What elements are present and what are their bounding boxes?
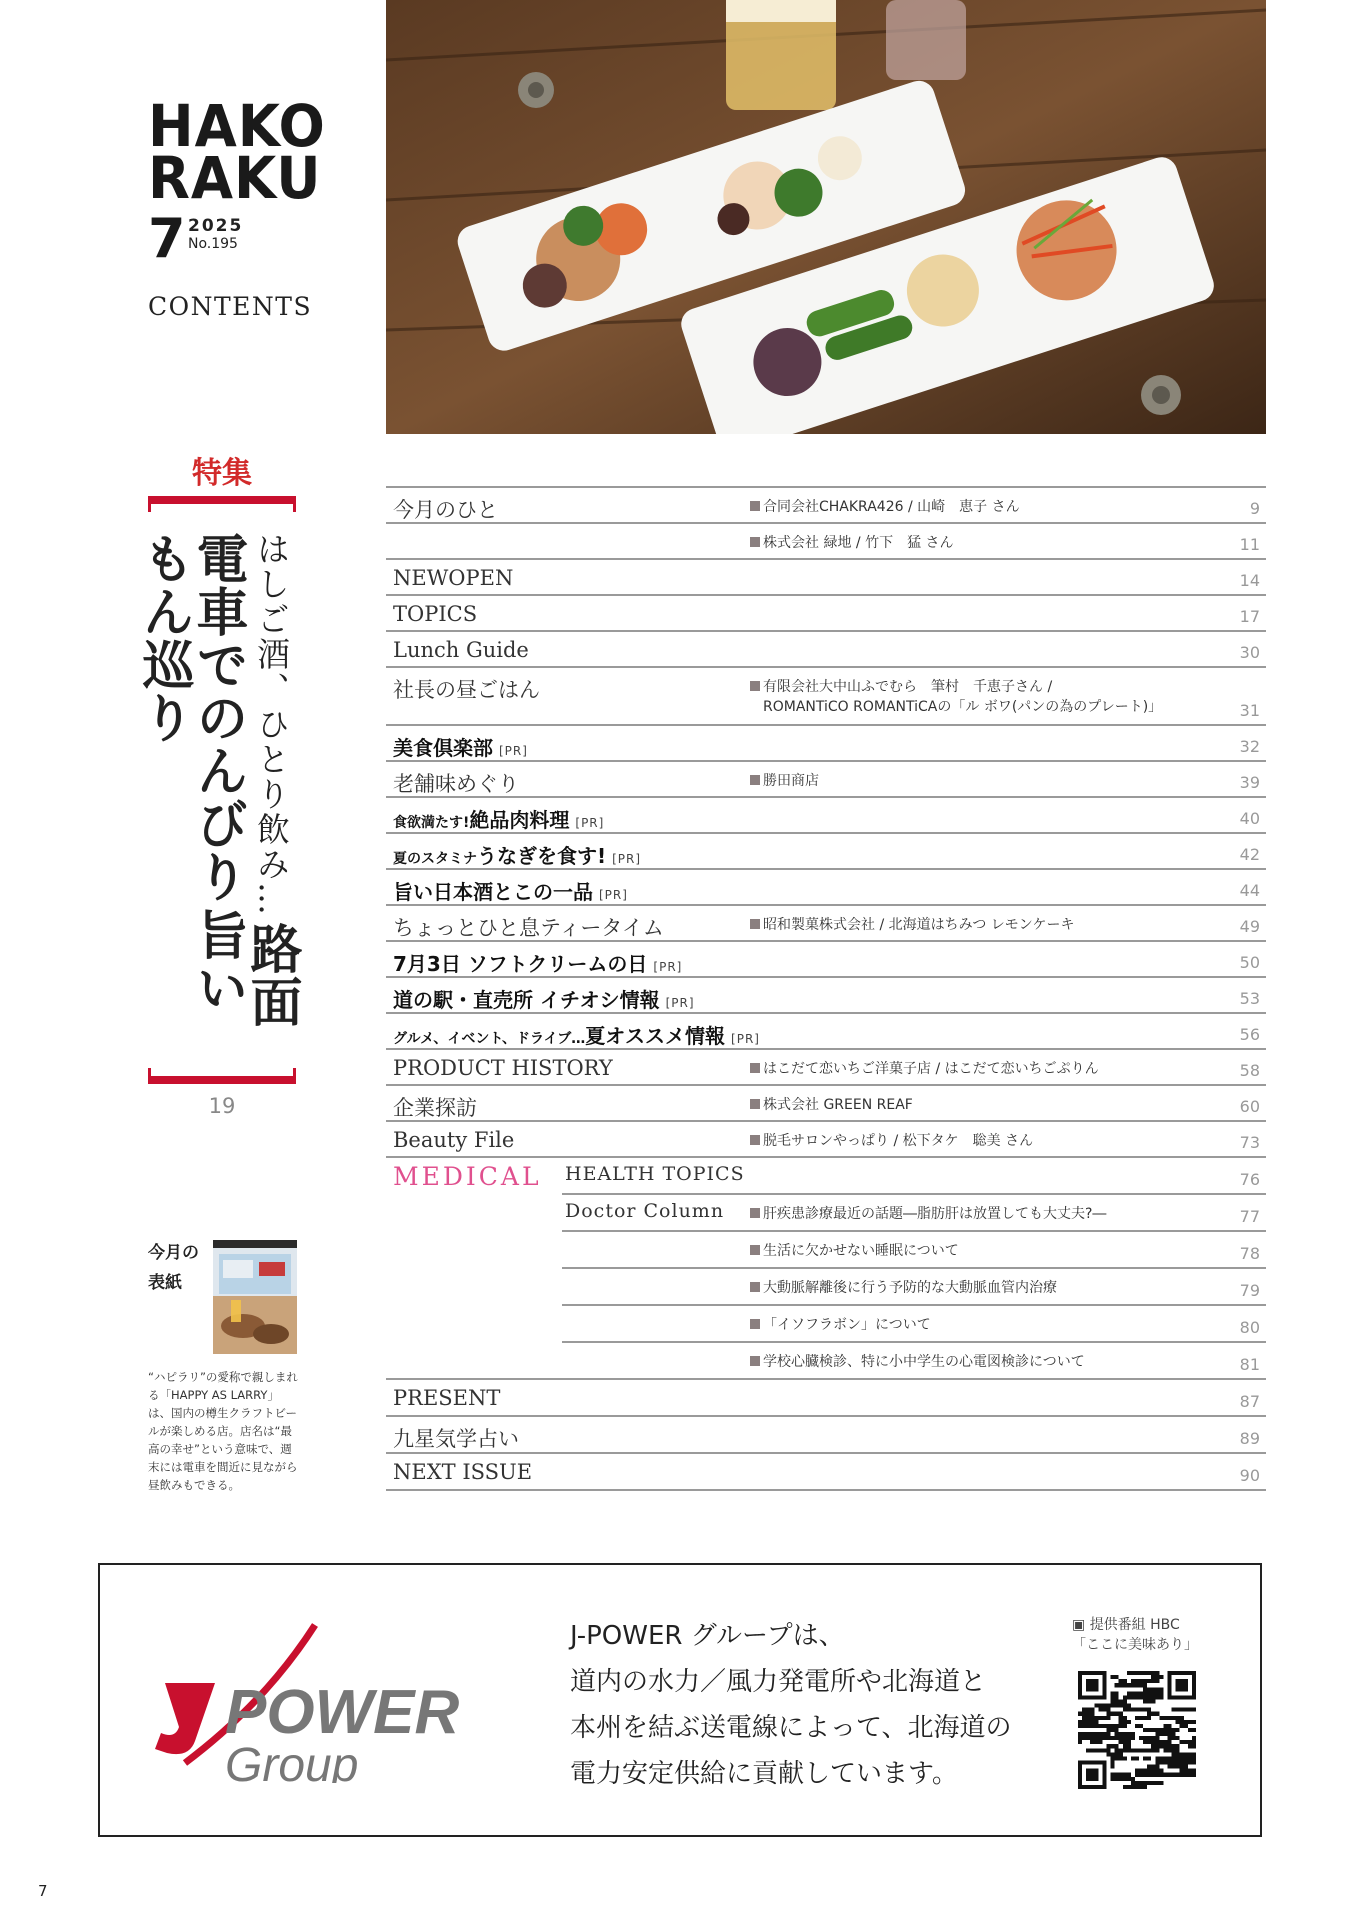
toc-row[interactable]	[386, 724, 1266, 760]
toc-title	[393, 984, 695, 1013]
toc-title	[393, 638, 529, 662]
bullet-square-icon	[750, 1319, 760, 1329]
medical-row[interactable]	[562, 1193, 1266, 1230]
pr-tag: [PR]	[575, 816, 605, 830]
toc-title-text: 企業探訪	[393, 1096, 477, 1120]
medical-row-description	[750, 1204, 1106, 1224]
logo-group-text: Group	[225, 1739, 359, 1783]
medical-page-number: 81	[1239, 1355, 1260, 1374]
toc-description	[750, 677, 1162, 717]
toc-page-number: 89	[1239, 1429, 1260, 1448]
medical-row-title: Doctor Column	[565, 1200, 725, 1222]
toc-row[interactable]	[386, 1415, 1266, 1452]
program-line-2: 「ここに美味あり」	[1072, 1637, 1198, 1653]
toc-page-number: 87	[1239, 1392, 1260, 1411]
medical-page-number: 79	[1239, 1281, 1260, 1300]
toc-description	[750, 1131, 1033, 1151]
toc-page-number: 42	[1239, 845, 1260, 864]
toc-page-number: 58	[1239, 1061, 1260, 1080]
toc-description-text: 株式会社 GREEN REAF	[763, 1097, 913, 1113]
bullet-square-icon	[750, 1135, 760, 1145]
toc-row[interactable]	[386, 868, 1266, 904]
medical-row[interactable]	[562, 1341, 1266, 1378]
toc-title-prefix: 夏のスタミナ	[393, 851, 477, 867]
toc-row[interactable]	[386, 558, 1266, 594]
toc-title-text: 旨い日本酒とこの一品	[393, 880, 593, 904]
medical-row-description	[750, 1352, 1085, 1372]
pr-tag: [PR]	[612, 852, 642, 866]
toc-page-number: 44	[1239, 881, 1260, 900]
toc-row[interactable]	[386, 796, 1266, 832]
toc-title	[393, 1092, 477, 1122]
contents-heading: CONTENTS	[148, 292, 313, 321]
toc-description	[750, 915, 1075, 935]
medical-row-description-text: 生活に欠かせない睡眠について	[763, 1243, 959, 1259]
logo-line-1: HAKO	[148, 92, 326, 160]
toc-row[interactable]	[386, 832, 1266, 868]
toc-title-text: 老舗味めぐり	[393, 772, 519, 796]
pr-tag: [PR]	[653, 960, 683, 974]
feature-top-bracket	[148, 496, 296, 504]
toc-title	[393, 948, 682, 977]
toc-description	[750, 1059, 1099, 1079]
medical-page-number: 76	[1239, 1170, 1260, 1189]
toc-page-number: 40	[1239, 809, 1260, 828]
pr-tag: [PR]	[665, 996, 695, 1010]
feature-label: 特集	[192, 456, 252, 491]
toc-title-text: 九星気学占い	[393, 1427, 519, 1451]
tv-icon: ▣	[1072, 1617, 1086, 1633]
hero-food-photo	[386, 0, 1266, 434]
toc-page-number: 30	[1239, 643, 1260, 662]
toc-description	[750, 533, 954, 553]
issue-year: 2025	[188, 216, 244, 236]
toc-title	[393, 566, 513, 590]
bullet-square-icon	[750, 919, 760, 929]
toc-title	[393, 768, 519, 798]
medical-row-description-text: 大動脈解離後に行う予防的な大動脈血管内治療	[763, 1280, 1057, 1296]
toc-title	[393, 876, 628, 905]
feature-page-number: 19	[208, 1094, 236, 1118]
feature-title[interactable]	[133, 532, 302, 1062]
toc-description-text: 勝田商店	[763, 773, 819, 789]
toc-title	[393, 1128, 514, 1152]
medical-row-description-text: 肝疾患診療最近の話題―脂肪肝は放置しても大丈夫?―	[763, 1206, 1107, 1222]
medical-row-title: HEALTH TOPICS	[565, 1163, 745, 1185]
toc-title	[393, 1020, 760, 1049]
toc-page-number: 73	[1239, 1133, 1260, 1152]
toc-row[interactable]	[386, 522, 1266, 558]
toc-title	[393, 674, 540, 704]
toc-title-text: TOPICS	[393, 602, 478, 626]
toc-title	[393, 840, 641, 869]
bullet-square-icon	[750, 537, 760, 547]
toc-title	[393, 494, 498, 524]
toc-page-number: 90	[1239, 1466, 1260, 1485]
toc-title-text: NEWOPEN	[393, 566, 514, 590]
toc-title	[393, 1423, 519, 1453]
toc-page-number: 11	[1239, 535, 1260, 554]
toc-row[interactable]	[386, 1012, 1266, 1048]
toc-page-number: 17	[1239, 607, 1260, 626]
toc-page-number: 31	[1239, 701, 1260, 720]
toc-row[interactable]	[386, 1378, 1266, 1415]
toc-row[interactable]	[386, 1120, 1266, 1156]
ad-line: 本州を結ぶ送電線によって、北海道の	[570, 1713, 1012, 1743]
toc-row[interactable]	[386, 904, 1266, 940]
toc-title-text: うなぎを食す!	[477, 844, 607, 868]
toc-row[interactable]	[386, 630, 1266, 666]
medical-row[interactable]	[562, 1267, 1266, 1304]
bullet-square-icon	[750, 1245, 760, 1255]
toc-title-text: PRESENT	[393, 1386, 501, 1410]
toc-title	[393, 1460, 532, 1484]
toc-description-text: 脱毛サロンやっぱり / 松下タケ 聡美 さん	[763, 1133, 1034, 1149]
toc-title	[393, 602, 477, 626]
feature-title-line-2: 旨いもん巡り	[133, 532, 248, 1015]
toc-title	[393, 912, 664, 942]
issue-number: No.195	[188, 236, 238, 252]
logo-line-2: RAKU	[148, 144, 322, 212]
jpower-logo	[145, 1623, 475, 1783]
toc-row[interactable]	[386, 940, 1266, 976]
toc-description-text: 合同会社CHAKRA426 / 山崎 恵子 さん	[763, 499, 1020, 515]
toc-title-text: 社長の昼ごはん	[393, 678, 540, 702]
bullet-square-icon	[750, 1356, 760, 1366]
feature-bottom-bracket	[148, 1076, 296, 1084]
toc-title-text: 道の駅・直売所 イチオシ情報	[393, 988, 660, 1012]
toc-row[interactable]	[386, 1048, 1266, 1084]
toc-title-prefix: 食欲満たす!	[393, 815, 470, 831]
feature-title-line-1: 路面電車でのんびり	[187, 532, 302, 1029]
medical-row-description-text: 学校心臓検診、特に小中学生の心電図検診について	[763, 1354, 1085, 1370]
medical-row[interactable]	[562, 1304, 1266, 1341]
toc-description-text: 有限会社大中山ふでむら 筆村 千恵子さん /	[763, 679, 1053, 695]
feature-subtitle: はしご酒、ひとり飲み…	[252, 532, 291, 917]
ad-copy	[570, 1613, 1011, 1797]
toc-page-number: 39	[1239, 773, 1260, 792]
table-of-contents	[386, 486, 1266, 1491]
toc-row[interactable]	[386, 760, 1266, 796]
toc-title	[393, 1056, 613, 1080]
bullet-square-icon	[750, 501, 760, 511]
medical-row-description	[750, 1278, 1057, 1298]
toc-description-text: 株式会社 緑地 / 竹下 猛 さん	[763, 535, 954, 551]
medical-row-description-text: 「イソフラボン」について	[763, 1317, 931, 1333]
toc-title	[393, 804, 604, 833]
bullet-square-icon	[750, 775, 760, 785]
toc-description-text-2: ROMANTiCO ROMANTiCAの「ル ボワ(パンの為のプレート)」	[763, 699, 1163, 715]
toc-description	[750, 1095, 913, 1115]
toc-row[interactable]	[386, 666, 1266, 724]
toc-page-number: 49	[1239, 917, 1260, 936]
medical-row[interactable]	[562, 1158, 1266, 1193]
cover-thumbnail[interactable]	[213, 1240, 297, 1354]
cover-label-line-2: 表紙	[148, 1273, 182, 1293]
magazine-logo	[148, 92, 326, 212]
medical-row[interactable]	[562, 1230, 1266, 1267]
toc-row[interactable]	[386, 1452, 1266, 1489]
bullet-square-icon	[750, 1208, 760, 1218]
medical-label: MEDICAL	[393, 1162, 542, 1191]
toc-row[interactable]	[386, 486, 1266, 522]
toc-page-number: 60	[1239, 1097, 1260, 1116]
toc-row[interactable]	[386, 594, 1266, 630]
cover-label	[148, 1238, 199, 1298]
medical-row-description	[750, 1315, 931, 1335]
toc-title	[393, 732, 528, 761]
bullet-square-icon	[750, 1099, 760, 1109]
toc-title-text: 今月のひと	[393, 498, 498, 522]
toc-page-number: 14	[1239, 571, 1260, 590]
toc-row[interactable]	[386, 1084, 1266, 1120]
pr-tag: [PR]	[731, 1032, 760, 1046]
program-sponsor	[1072, 1615, 1198, 1655]
toc-description	[750, 771, 819, 791]
medical-page-number: 77	[1239, 1207, 1260, 1226]
toc-description-text: はこだて恋いちご洋菓子店 / はこだて恋いちごぷりん	[763, 1061, 1099, 1077]
ad-line: 電力安定供給に貢献しています。	[570, 1759, 958, 1789]
toc-title-text: 美食倶楽部	[393, 736, 493, 760]
toc-title-text: 絶品肉料理	[469, 808, 570, 832]
toc-description-text: 昭和製菓株式会社 / 北海道はちみつ レモンケーキ	[763, 917, 1075, 933]
toc-title-text: NEXT ISSUE	[393, 1460, 533, 1484]
medical-page-number: 78	[1239, 1244, 1260, 1263]
toc-page-number: 32	[1239, 737, 1260, 756]
toc-bottom-rule	[386, 1489, 1266, 1491]
toc-page-number: 56	[1239, 1025, 1260, 1044]
medical-page-number: 80	[1239, 1318, 1260, 1337]
toc-title-text: 夏オススメ情報	[585, 1024, 726, 1048]
ad-line: 道内の水力／風力発電所や北海道と	[570, 1667, 987, 1697]
issue-month: 7	[148, 207, 186, 270]
toc-page-number: 50	[1239, 953, 1260, 972]
toc-description	[750, 497, 1020, 517]
logo-power-text: POWER	[225, 1678, 460, 1747]
medical-row-description	[750, 1241, 959, 1261]
program-line-1: 提供番組 HBC	[1089, 1617, 1180, 1633]
toc-title-text: PRODUCT HISTORY	[393, 1056, 613, 1080]
medical-section	[386, 1156, 1266, 1378]
qr-code[interactable]	[1078, 1671, 1196, 1789]
cover-description: “ハピラリ”の愛称で親しまれる「HAPPY AS LARRY」は、国内の樽生クラフトビールが楽しめる店。店名は“最高の幸せ”という意味で、週末には電車を間近に見ながら昼飲みもできる。	[148, 1370, 298, 1492]
pr-tag: [PR]	[599, 888, 628, 902]
pr-tag: [PR]	[499, 744, 528, 758]
toc-title-text: Beauty File	[393, 1128, 515, 1152]
toc-page-number: 9	[1249, 499, 1260, 518]
page-number: 7	[38, 1882, 48, 1900]
toc-row[interactable]	[386, 976, 1266, 1012]
bullet-square-icon	[750, 1282, 760, 1292]
toc-title-text: 7月3日 ソフトクリームの日	[393, 952, 648, 976]
toc-page-number: 53	[1239, 989, 1260, 1008]
toc-title-text: Lunch Guide	[393, 638, 529, 662]
cover-label-line-1: 今月の	[148, 1243, 199, 1263]
bullet-square-icon	[750, 681, 760, 691]
toc-title-prefix: グルメ、イベント、ドライブ…	[393, 1031, 586, 1047]
jpower-advertisement[interactable]	[98, 1563, 1262, 1837]
toc-title	[393, 1386, 500, 1410]
ad-line: J-POWER グループは、	[570, 1621, 845, 1651]
toc-title-text: ちょっとひと息ティータイム	[393, 916, 664, 940]
bullet-square-icon	[750, 1063, 760, 1073]
